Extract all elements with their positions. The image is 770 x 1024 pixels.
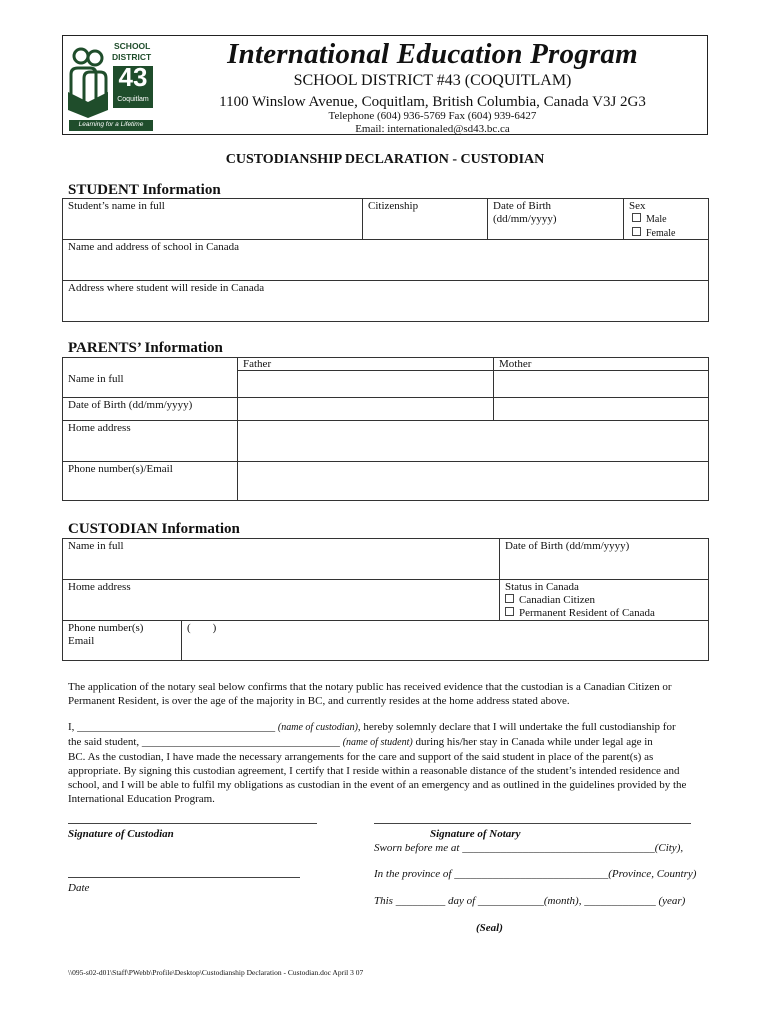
file-path-footer: \\095-s02-d01\Staff\PWebb\Profile\Desktop\Custodianship Declaration - Custodian.doc April 3 07	[68, 968, 364, 977]
logo-school-text: SCHOOL	[114, 41, 151, 51]
notary-signature-line[interactable]	[374, 823, 691, 824]
sex-male-checkbox[interactable]: Male	[632, 213, 667, 226]
student-table	[62, 198, 709, 322]
school-address-field[interactable]: Name and address of school in Canada	[68, 241, 240, 253]
date-label: Date	[68, 882, 90, 894]
parents-address-row[interactable]: Home address	[68, 422, 131, 434]
status-citizen-checkbox[interactable]: Canadian Citizen	[505, 594, 595, 607]
custodian-signature-line[interactable]	[68, 823, 317, 824]
sworn-city-field[interactable]: Sworn before me at ___________________________________(City),	[374, 842, 684, 854]
seal-label: (Seal)	[476, 922, 503, 934]
parents-section-heading: PARENTS’ Information	[68, 340, 223, 356]
status-resident-checkbox[interactable]: Permanent Resident of Canada	[505, 607, 655, 620]
parents-dob-row[interactable]: Date of Birth (dd/mm/yyyy)	[68, 399, 193, 411]
document-title: CUSTODIANSHIP DECLARATION - CUSTODIAN	[225, 152, 545, 167]
student-dob-field[interactable]: Date of Birth	[493, 200, 552, 212]
checkbox-icon	[505, 607, 514, 616]
custodian-name-field[interactable]: Name in full	[68, 540, 124, 552]
custodian-signature-label: Signature of Custodian	[68, 828, 174, 840]
custodian-table	[62, 538, 709, 661]
custodian-dob-field[interactable]: Date of Birth (dd/mm/yyyy)	[505, 540, 630, 552]
student-name-field[interactable]: Student’s name in full	[68, 200, 165, 212]
checkbox-icon	[505, 594, 514, 603]
student-citizenship-field[interactable]: Citizenship	[368, 200, 419, 212]
mother-column-header: Mother	[499, 358, 532, 370]
checkbox-icon	[632, 227, 641, 236]
custodian-section-heading: CUSTODIAN Information	[68, 521, 240, 537]
district-email: Email: internationaled@sd43.bc.ca	[355, 123, 510, 135]
phone-area-code: ( )	[187, 622, 217, 634]
district-telephone: Telephone (604) 936-5769 Fax (604) 939-6427	[328, 110, 537, 122]
program-title: International Education Program	[227, 38, 638, 70]
district-name: SCHOOL DISTRICT #43 (COQUITLAM)	[293, 72, 572, 89]
parents-phone-row[interactable]: Phone number(s)/Email	[68, 463, 173, 475]
custodian-status-label: Status in Canada	[505, 581, 579, 593]
logo-number: 43	[118, 62, 148, 92]
sex-female-checkbox[interactable]: Female	[632, 227, 675, 240]
province-field[interactable]: In the province of ____________________________(Province, Country)	[374, 868, 697, 880]
declaration-paragraph: I, ____________________________________ (name of custodian), hereby solemnly declare that I will undertake the full custodianship for the said student, ____________________________________ (name of student) during his/her stay in Canada while under legal age in BC. As the custodian, I have made the necessary arrangements for the care and support of the said student in place of the parent(s) as appropriate. By signing this custodian agreement, I certify that I reside within a reasonable distance of the student’s intended residence and school, and I will be able to fulfil my obligations as custodian in the event of an emergency and as outlined in the guidelines provided by the International Education Program.	[68, 721, 687, 805]
parents-table	[62, 357, 709, 501]
parents-name-row[interactable]: Name in full	[68, 373, 124, 385]
father-column-header: Father	[243, 358, 272, 370]
residence-address-field[interactable]: Address where student will reside in Canada	[68, 282, 265, 294]
student-sex-label: Sex	[629, 200, 646, 212]
custodian-home-field[interactable]: Home address	[68, 581, 131, 593]
logo-city: Coquitlam	[117, 96, 149, 103]
district-address: 1100 Winslow Avenue, Coquitlam, British Columbia, Canada V3J 2G3	[219, 94, 646, 110]
day-month-year-field[interactable]: This _________ day of ____________(month), _____________ (year)	[374, 895, 686, 907]
student-dob-format: (dd/mm/yyyy)	[493, 213, 557, 225]
custodian-email-field[interactable]: Email	[68, 635, 95, 647]
custodian-phone-field[interactable]: Phone number(s)	[68, 622, 144, 634]
district-logo	[68, 40, 154, 132]
logo-tagline: Learning for a Lifetime	[78, 121, 144, 128]
checkbox-icon	[632, 213, 641, 222]
date-line[interactable]	[68, 877, 300, 878]
logo-district-text: DISTRICT	[112, 52, 152, 62]
student-section-heading: STUDENT Information	[68, 182, 221, 198]
notary-signature-label: Signature of Notary	[430, 828, 521, 840]
notary-note: The application of the notary seal below confirms that the notary public has received evidence that the custodian is a Canadian Citizen or Permanent Resident, is over the age of the majority in BC, and currently resides at the home address stated above.	[68, 681, 672, 707]
